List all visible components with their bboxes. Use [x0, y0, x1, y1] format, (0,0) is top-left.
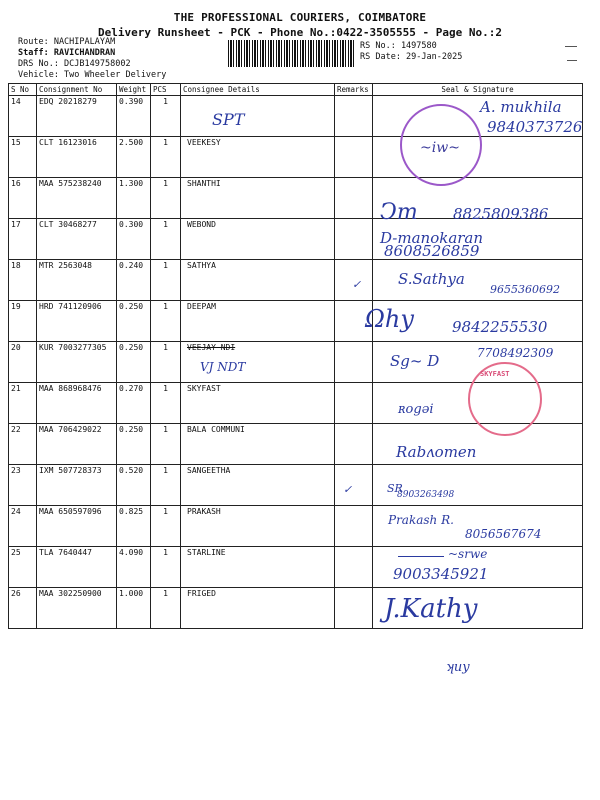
row-weight: 0.520 — [117, 465, 151, 506]
row-sno: 19 — [9, 301, 37, 342]
row-sno: 24 — [9, 506, 37, 547]
handwritten-phone: 9655360692 — [490, 283, 560, 296]
row-consignment-no: CLT 16123016 — [37, 137, 117, 178]
row-remarks — [335, 342, 373, 383]
row-sno: 25 — [9, 547, 37, 588]
signature: Ωhy — [365, 305, 414, 333]
row-remarks — [335, 137, 373, 178]
handwritten-consignee: VJ NDT — [200, 360, 246, 374]
pen-mark — [565, 46, 577, 47]
handwritten-phone: 8825809386 — [453, 205, 549, 223]
runsheet-subtitle: Delivery Runsheet - PCK - Phone No.:0422-3505555 - Page No.:2 — [98, 26, 502, 39]
row-consignee: SHANTHI — [181, 178, 335, 219]
row-pcs: 1 — [151, 219, 181, 260]
row-sno: 14 — [9, 96, 37, 137]
row-pcs: 1 — [151, 137, 181, 178]
row-remarks — [335, 178, 373, 219]
row-pcs: 1 — [151, 588, 181, 629]
col-seal-signature: Seal & Signature — [373, 84, 583, 96]
signature: SR — [387, 482, 403, 495]
row-pcs: 1 — [151, 506, 181, 547]
row-sno: 22 — [9, 424, 37, 465]
row-remarks — [335, 547, 373, 588]
staff-label: Staff: RAVICHANDRAN — [18, 48, 116, 58]
col-consignee: Consignee Details — [181, 84, 335, 96]
handwritten-phone: 8903263498 — [397, 490, 455, 500]
row-consignee: VEEJAY NDI — [181, 342, 335, 383]
rs-date: RS Date: 29-Jan-2025 — [360, 52, 463, 62]
row-pcs: 1 — [151, 260, 181, 301]
handwritten-phone: 9842255530 — [452, 318, 548, 336]
row-consignee: DEEPAM — [181, 301, 335, 342]
row-weight: 2.500 — [117, 137, 151, 178]
stamp-label: SKYFAST — [480, 370, 510, 378]
row-consignment-no: MAA 650597096 — [37, 506, 117, 547]
route-label: Route: NACHIPALAYAM — [18, 37, 116, 47]
row-sno: 20 — [9, 342, 37, 383]
row-consignment-no: MAA 706429022 — [37, 424, 117, 465]
row-sno: 21 — [9, 383, 37, 424]
row-consignment-no: KUR 7003277305 — [37, 342, 117, 383]
table-row — [9, 588, 583, 629]
row-pcs: 1 — [151, 424, 181, 465]
signature: Ͻm — [380, 200, 418, 225]
row-consignee: BALA COMMUNI — [181, 424, 335, 465]
row-pcs: 1 — [151, 342, 181, 383]
row-consignee: PRAKASH — [181, 506, 335, 547]
signature: Prakash R. — [388, 513, 454, 527]
handwritten-phone: 7708492309 — [477, 346, 554, 360]
row-consignment-no: HRD 741120906 — [37, 301, 117, 342]
vehicle-label: Vehicle: Two Wheeler Delivery — [18, 70, 167, 80]
col-pcs: PCS — [151, 84, 181, 96]
row-pcs: 1 — [151, 547, 181, 588]
row-weight: 1.300 — [117, 178, 151, 219]
row-consignment-no: MAA 302250900 — [37, 588, 117, 629]
row-pcs: 1 — [151, 178, 181, 219]
row-weight: 0.250 — [117, 301, 151, 342]
signature: D-manokaran — [380, 229, 484, 247]
row-consignment-no: CLT 30468277 — [37, 219, 117, 260]
row-consignee — [181, 96, 335, 137]
row-weight: 0.300 — [117, 219, 151, 260]
col-consignment: Consignment No — [37, 84, 117, 96]
row-remarks — [335, 506, 373, 547]
row-consignment-no: MAA 868968476 — [37, 383, 117, 424]
staff-name: RAVICHANDRAN — [53, 48, 116, 58]
row-remarks — [335, 96, 373, 137]
row-remarks — [335, 383, 373, 424]
row-consignment-no: EDQ 20218279 — [37, 96, 117, 137]
col-sno: S No — [9, 84, 37, 96]
row-sno: 17 — [9, 219, 37, 260]
drs-number: DRS No.: DCJB149758002 — [18, 59, 131, 69]
row-pcs: 1 — [151, 96, 181, 137]
table-header-row — [9, 84, 583, 96]
row-weight: 0.250 — [117, 424, 151, 465]
row-consignee: SKYFAST — [181, 383, 335, 424]
row-weight: 0.270 — [117, 383, 151, 424]
tick-mark: ✓ — [352, 278, 362, 291]
row-sno: 23 — [9, 465, 37, 506]
handwritten-phone: 9003345921 — [393, 565, 489, 583]
row-consignee: SATHYA — [181, 260, 335, 301]
row-weight: 0.390 — [117, 96, 151, 137]
row-sno: 26 — [9, 588, 37, 629]
row-pcs: 1 — [151, 383, 181, 424]
handwritten-phone: 8608526859 — [384, 242, 480, 260]
row-weight: 0.825 — [117, 506, 151, 547]
row-consignee: STARLINE — [181, 547, 335, 588]
row-pcs: 1 — [151, 301, 181, 342]
signature: J.Kathy — [384, 594, 478, 624]
row-remarks — [335, 465, 373, 506]
signature: Sg~ D — [390, 352, 440, 370]
signature: Rabʌomen — [396, 443, 477, 461]
company-title: THE PROFESSIONAL COURIERS, COIMBATORE — [173, 11, 427, 24]
row-consignee: VEEKESY — [181, 137, 335, 178]
row-consignment-no: IXM 507728373 — [37, 465, 117, 506]
table-row — [9, 465, 583, 506]
signature: ʞuy — [446, 660, 470, 675]
table-row — [9, 547, 583, 588]
row-remarks — [335, 588, 373, 629]
tick-mark: ✓ — [343, 483, 353, 496]
row-weight: 1.000 — [117, 588, 151, 629]
row-weight: 0.240 — [117, 260, 151, 301]
row-sno: 16 — [9, 178, 37, 219]
row-consignment-no: MAA 575238240 — [37, 178, 117, 219]
row-consignee: WEBOND — [181, 219, 335, 260]
row-remarks — [335, 424, 373, 465]
signature: ʀogǝi — [398, 402, 434, 417]
row-sno: 18 — [9, 260, 37, 301]
signature: S.Sathya — [398, 270, 465, 288]
row-consignee: FRIGED — [181, 588, 335, 629]
rs-number: RS No.: 1497580 — [360, 41, 437, 51]
signature: ~srwe — [448, 547, 488, 561]
signature: A. mukhila — [480, 98, 562, 116]
pen-mark — [567, 60, 577, 61]
handwritten-phone: 9840373726 — [487, 118, 583, 136]
row-consignment-no: MTR 2563048 — [37, 260, 117, 301]
handwritten-consignee: SPT — [212, 110, 245, 129]
row-consignee: SANGEETHA — [181, 465, 335, 506]
row-pcs: 1 — [151, 465, 181, 506]
row-remarks — [335, 219, 373, 260]
row-consignment-no: TLA 7640447 — [37, 547, 117, 588]
col-remarks: Remarks — [335, 84, 373, 96]
handwritten-phone: 8056567674 — [465, 527, 542, 541]
row-weight: 0.250 — [117, 342, 151, 383]
col-weight: Weight — [117, 84, 151, 96]
table-row — [9, 219, 583, 260]
table-row — [9, 137, 583, 178]
row-weight: 4.090 — [117, 547, 151, 588]
pen-mark — [398, 556, 444, 557]
row-sno: 15 — [9, 137, 37, 178]
signature: ~iw~ — [420, 140, 460, 156]
barcode — [228, 40, 356, 67]
